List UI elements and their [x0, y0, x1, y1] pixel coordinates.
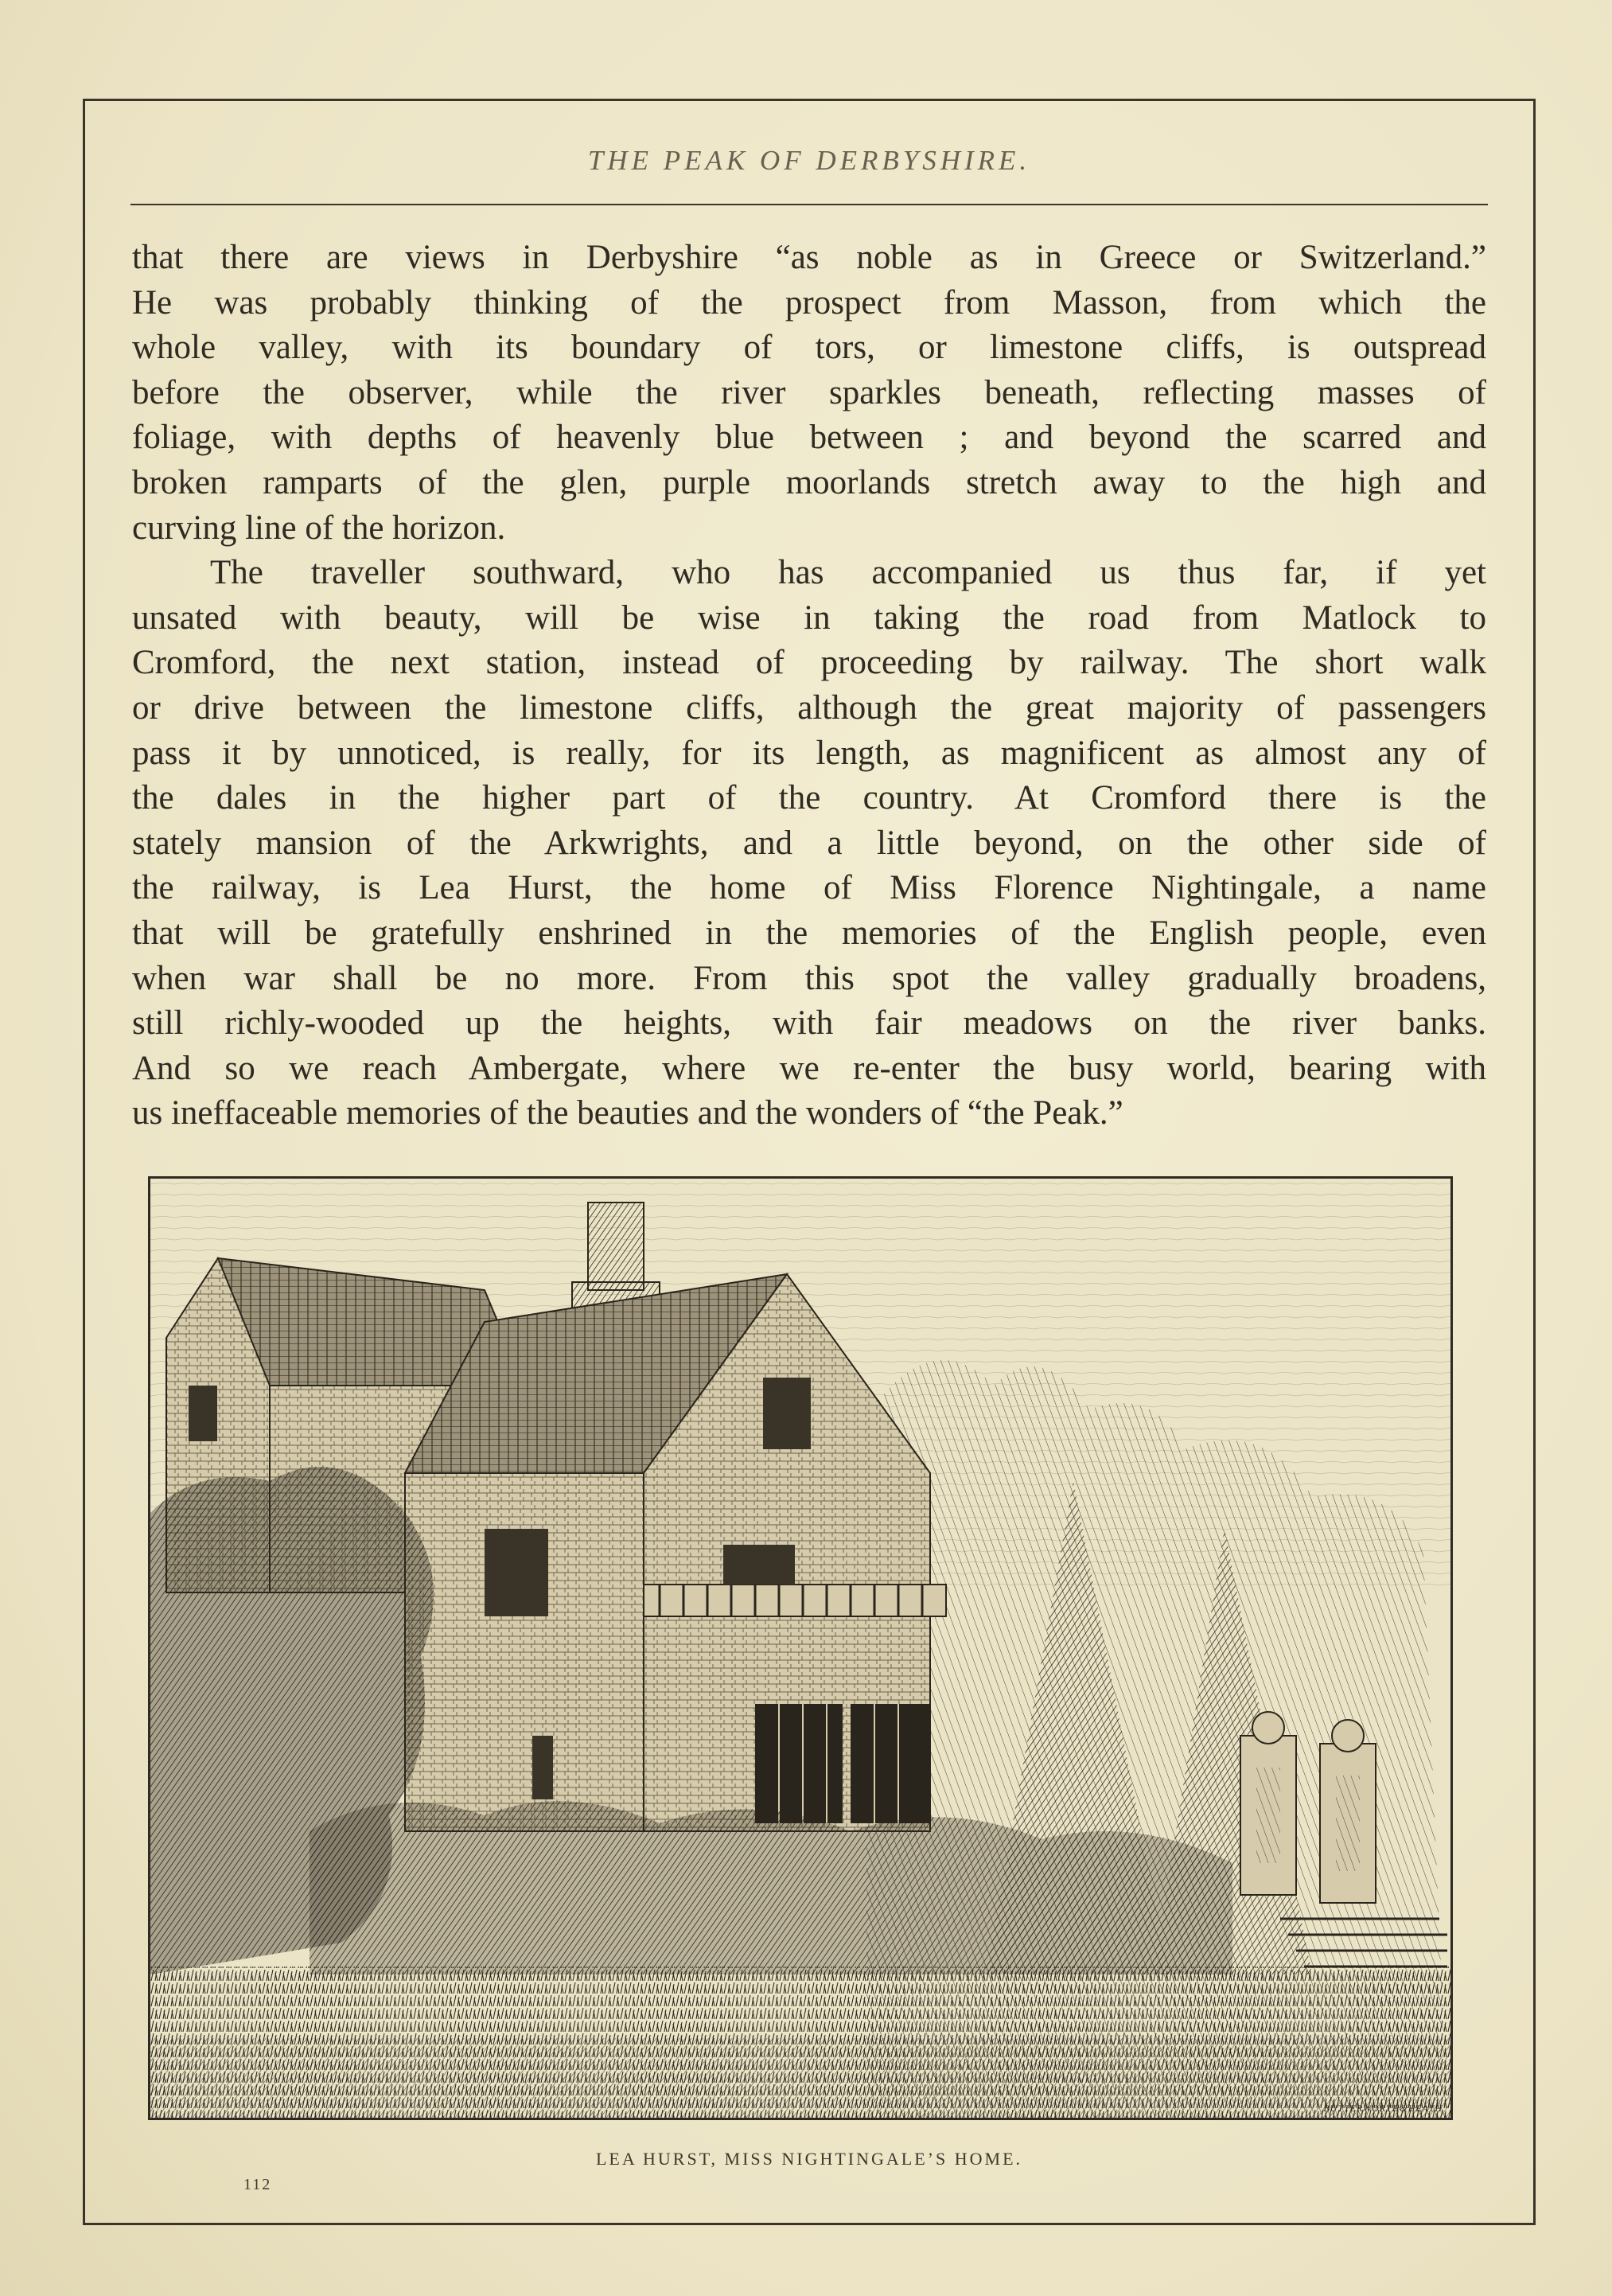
- engraver-signature: BUTTERWORTH&HEATH: [1323, 2103, 1443, 2114]
- paragraph-2-line-10: when war shall be no more. From this spot the valley gradually broadens,: [132, 959, 1486, 997]
- page-number: 112: [243, 2176, 272, 2193]
- engraving-drawing: [150, 1179, 1450, 2118]
- paragraph-2-line-12: And so we reach Ambergate, where we re-enter the busy world, bearing with: [132, 1049, 1486, 1087]
- paragraph-2-line-2: unsated with beauty, will be wise in taking the road from Matlock to: [132, 598, 1486, 637]
- header-rule: [130, 204, 1488, 205]
- paragraph-2-line-4: or drive between the limestone cliffs, although the great majority of passengers: [132, 688, 1486, 727]
- paragraph-1-line-1: that there are views in Derbyshire “as noble as in Greece or Switzerland.”: [132, 239, 1486, 276]
- paragraph-2-line-8: the railway, is Lea Hurst, the home of Miss Florence Nightingale, a name: [132, 869, 1486, 907]
- paragraph-1-line-7: curving line of the horizon.: [132, 509, 506, 547]
- paragraph-2-line-7: stately mansion of the Arkwrights, and a little beyond, on the other side of: [132, 824, 1486, 862]
- paragraph-2-line-11: still richly-wooded up the heights, with fair meadows on the river banks.: [132, 1004, 1486, 1043]
- paragraph-1-line-3: whole valley, with its boundary of tors, or limestone cliffs, is outspread: [132, 329, 1486, 367]
- engraving-lea-hurst: [148, 1176, 1453, 2120]
- paragraph-2-line-1: The traveller southward, who has accompanied us thus far, if yet: [210, 554, 1486, 592]
- paragraph-1-line-4: before the observer, while the river sparkles beneath, reflecting masses of: [132, 373, 1486, 411]
- illustration-caption: LEA HURST, MISS NIGHTINGALE’S HOME.: [595, 2149, 1023, 2169]
- paragraph-2-line-9: that will be gratefully enshrined in the memories of the English people, even: [132, 914, 1486, 952]
- running-head: THE PEAK OF DERBYSHIRE.: [587, 145, 1031, 176]
- paragraph-1-line-6: broken ramparts of the glen, purple moorlands stretch away to the high and: [132, 463, 1486, 501]
- body-text: [132, 236, 1486, 1136]
- paragraph-2-line-3: Cromford, the next station, instead of proceeding by railway. The short walk: [132, 644, 1486, 682]
- paragraph-1-line-2: He was probably thinking of the prospect from Masson, from which the: [132, 283, 1486, 322]
- paragraph-2-line-6: the dales in the higher part of the country. At Cromford there is the: [132, 779, 1486, 817]
- paragraph-2-line-13: us ineffaceable memories of the beauties and the wonders of “the Peak.”: [132, 1094, 1123, 1132]
- paragraph-2-line-5: pass it by unnoticed, is really, for its length, as magnificent as almost any of: [132, 734, 1486, 772]
- paragraph-1-line-5: foliage, with depths of heavenly blue between ; and beyond the scarred and: [132, 419, 1486, 457]
